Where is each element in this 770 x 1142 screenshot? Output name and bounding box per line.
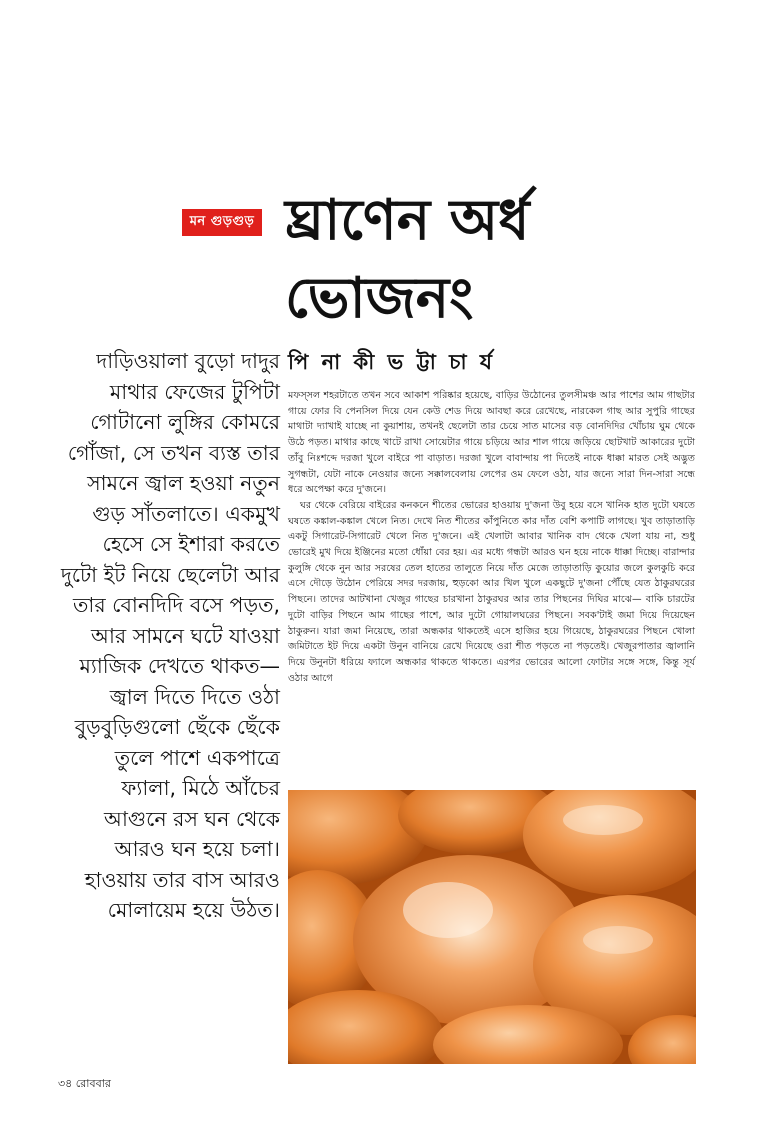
author-byline: পি না কী ভ ট্টা চা র্য [288, 350, 495, 374]
article-body [288, 388, 695, 686]
headline-line-2: ভোজনং [285, 266, 474, 331]
jaggery-photo-icon [288, 790, 696, 1064]
body-paragraph-1: মফস্সল শহরটাতে তখন সবে আকাশ পরিষ্কার হয়েছে, বাড়ির উঠোনের তুলসীমঞ্চ আর পাশের আম গাছটার গায়ে ফোর বি পেনসিল দিয়ে যেন কেউ শেড দিয়ে আবছা করে রেখেছে, নারকেল গাছ আর সুপুরি গাছের মাথাটা দ্যাখাই যাচ্ছে না কুয়াশায়, তখনই ছেলেটা তার চেয়ে সাত মাসের বড় বোনদিদির খোঁচায় ঘুম থেকে উঠে পড়ত। মাথার কাছে খাটে রাখা সোয়েটার গায়ে চড়িয়ে আর শাল গায়ে জড়িয়ে ছোটখাট আকারের দুটো তাঁবু নিঃশব্দে দরজা খুলে বাইরে পা বাড়াত। দরজা খুলে বাবান্দায় পা দিতেই নাকে ধাক্কা মারত সেই অদ্ভুত সুগন্ধটা, যেটা নাকে নেওয়ার জন্যে সক্কালবেলায় লেপের ওম ফেলে ওঠা, যার জন্যে সারা দিন-সারা সন্ধে ধরে অপেক্ষা করে দু'জনে। [288, 390, 695, 496]
pull-quote [60, 346, 280, 926]
section-tag: মন গুড়গুড় [182, 209, 262, 236]
headline [285, 182, 755, 338]
page-folio: ৩৪ রোববার [58, 1077, 111, 1090]
pull-quote-text: দাড়িওয়ালা বুড়ো দাদুর মাথার ফেজের টুপিটা গোটানো লুঙ্গির কোমরে গোঁজা, সে তখন ব্যস্ত তার সামনে জ্বাল হওয়া নতুন গুড় সাঁতলাতে। একমুখ হেসে সে ইশারা করতে দুটো ইট নিয়ে ছেলেটা আর তার বোনদিদি বসে পড়ত, আর সামনে ঘটে যাওয়া ম্যাজিক দেখতে থাকত— জ্বাল দিতে দিতে ওঠা বুড়বুড়িগুলো ছেঁকে ছেঁকে তুলে পাশে একপাত্রে ফ্যালা, মিঠে আঁচের আগুনে রস ঘন থেকে আরও ঘন হয়ে চলা। হাওয়ায় তার বাস আরও মোলায়েম হয়ে উঠত। [61, 349, 280, 922]
jaggery-photo [288, 790, 696, 1064]
body-paragraph-2: ঘর থেকে বেরিয়ে বাইরের কনকনে শীতের ভোরের হাওয়ায় দু'জনা উবু হয়ে বসে খানিক হাত দুটো ঘষতে ঘষতে কঙ্কাল-কঙ্কাল খেলে নিত। দেখে নিত শীতের কাঁপুনিতে কার দাঁত বেশি কপাটি লাগছে। খুব তাড়াতাড়ি একটু সিগারেট-সিগারেট খেলে নিত দু'জনে। এই খেলাটা আবার খানিক বাদ থেকে খেলা যায় না, শুধু ভোরেই মুখ দিয়ে ইঞ্জিনের মতো ধোঁয়া বের হয়। এর মধ্যে গন্ধটা আরও ঘন হয়ে নাকে ধাক্কা দিচ্ছে। বারান্দার কুলুঙ্গি থেকে নুন আর সরষের তেল হাতের তালুতে নিয়ে দাঁত মেজে তাড়াতাড়ি কুয়োর জলে কুলকুচি করে এসে দৌড়ে উঠোন পেরিয়ে সদর দরজায়, হুড়কো আর খিল খুলে একছুটে দু'জনা পৌঁছে যেত ঠাকুরঘরের পিছনে। তাদের আটখানা খেজুর গাছের চারখানা ঠাকুরঘর আর তার পিছনের দিঘির মাঝে— বাকি চারটের দুটো বাড়ির পিছনে আম গাছের পাশে, আর দুটো গোয়ালঘরের পিছনে। সবক'টাই জমা দিয়ে দিয়েছেন ঠাকুরুন। যারা জমা নিয়েছে, তারা অন্ধকার থাকতেই এসে হাজির হয়ে গিয়েছে, ঠাকুরঘরের পিছনে খোলা জমিটাতে ইট দিয়ে একটা উনুন বানিয়ে রেখে দিয়েছে ওরা শীত পড়তে না পড়তেই। খেজুরপাতার জ্বালানি দিয়ে উনুনটা ধরিয়ে ফ্যালে অন্ধকার থাকতে থাকতে। এরপর ভোরের আলো ফোটার সঙ্গে সঙ্গে, কিন্তু সূর্য ওঠার আগে [288, 499, 695, 684]
headline-line-1: ঘ্রাণেন অর্ধ [285, 188, 530, 253]
